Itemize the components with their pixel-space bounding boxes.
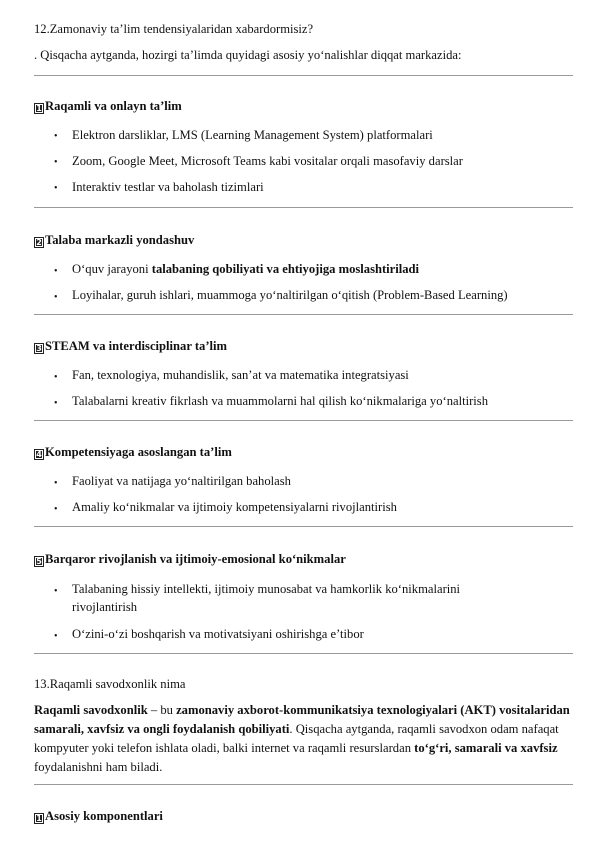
bullet-icon: • (54, 292, 58, 303)
list-item: Fan, texnologiya, muhandislik, san’at va matematika integratsiyasi (72, 368, 409, 382)
section-3-heading (34, 339, 227, 354)
section-5-title: Barqaror rivojlanish va ijtimoiy-emosional ko‘nikmalar (45, 552, 346, 566)
divider (34, 420, 573, 421)
bullet-icon: • (54, 504, 58, 515)
list-item: Talabalarni kreativ fikrlash va muammolarni hal qilish ko‘nikmalariga yo‘naltirish (72, 394, 488, 408)
list-item-continuation: rivojlantirish (72, 600, 138, 614)
paragraph-text: foydalanishni ham biladi. (34, 760, 163, 774)
list-item: Zoom, Google Meet, Microsoft Teams kabi vositalar orqali masofaviy darslar (72, 154, 463, 168)
divider (34, 314, 573, 315)
number-5-icon: 5 (34, 556, 44, 567)
bullet-icon: • (54, 266, 58, 277)
divider (34, 653, 573, 654)
section-2-title: Talaba markazli yondashuv (45, 233, 195, 247)
divider (34, 75, 573, 76)
section-3-title: STEAM va interdisciplinar ta’lim (45, 339, 228, 353)
number-2-icon: 2 (34, 237, 44, 248)
number-1-icon: 1 (34, 103, 44, 114)
bullet-icon: • (54, 157, 58, 168)
section-5-heading (34, 552, 346, 567)
emphasis-bold: to‘g‘ri, samarali va xavfsiz (414, 741, 558, 755)
paragraph-text: . Qisqacha aytganda, raqamli savodxon odam nafaqat kompyuter yoki telefon ishlata oladi, balki internet va raqamli resurslardan (34, 722, 559, 755)
definition-bold: zamonaviy axborot-kommunikatsiya texnologiyalari (AKT) vositalaridan samarali, xavfsiz va ongli foydalanish qobiliyati (34, 703, 570, 736)
bullet-icon: • (54, 372, 58, 383)
question-13-paragraph (34, 701, 574, 777)
bullet-icon: • (54, 631, 58, 642)
section-4-heading (34, 445, 232, 460)
question-13-title: 13.Raqamli savodxonlik nima (34, 677, 186, 691)
bullet-icon: • (54, 478, 58, 489)
divider (34, 526, 573, 527)
question-12-title: 12.Zamonaviy ta’lim tendensiyalaridan xabardormisiz? (34, 22, 314, 36)
section-4-title: Kompetensiyaga asoslangan ta’lim (45, 445, 232, 459)
list-item: O‘zini-o‘zi boshqarish va motivatsiyani oshirishga e’tibor (72, 627, 364, 641)
list-item: Loyihalar, guruh ishlari, muammoga yo‘naltirilgan o‘qitish (Problem-Based Learning) (72, 288, 508, 302)
components-heading (34, 809, 163, 824)
question-12-intro: . Qisqacha aytganda, hozirgi ta’limda quyidagi asosiy yo‘nalishlar diqqat markazida: (34, 48, 462, 62)
bullet-icon: • (54, 183, 58, 194)
number-3-icon: 3 (34, 343, 44, 354)
divider (34, 784, 573, 785)
number-4-icon: 4 (34, 449, 44, 460)
section-2-heading (34, 233, 194, 248)
section-1-heading (34, 99, 182, 114)
bullet-icon: • (54, 586, 58, 597)
list-item: Talabaning hissiy intellekti, ijtimoiy munosabat va hamkorlik ko‘nikmalarini (72, 582, 461, 596)
components-title: Asosiy komponentlari (45, 809, 163, 823)
list-item: Interaktiv testlar va baholash tizimlari (72, 180, 264, 194)
divider (34, 207, 573, 208)
term-bold: Raqamli savodxonlik (34, 703, 148, 717)
bullet-icon: • (54, 131, 58, 142)
bullet-icon: • (54, 398, 58, 409)
list-item: Amaliy ko‘nikmalar va ijtimoiy kompetensiyalarni rivojlantirish (72, 500, 397, 514)
list-item-text: O‘quv jarayoni (72, 262, 152, 276)
list-item: Elektron darsliklar, LMS (Learning Management System) platformalari (72, 128, 433, 142)
paragraph-text: – bu (147, 703, 177, 717)
list-item: Faoliyat va natijaga yo‘naltirilgan baholash (72, 474, 291, 488)
section-1-title: Raqamli va onlayn ta’lim (45, 99, 182, 113)
list-item-bold-text: talabaning qobiliyati va ehtiyojiga moslashtiriladi (151, 262, 420, 276)
list-item (72, 262, 419, 277)
number-1-icon: 1 (34, 813, 44, 824)
